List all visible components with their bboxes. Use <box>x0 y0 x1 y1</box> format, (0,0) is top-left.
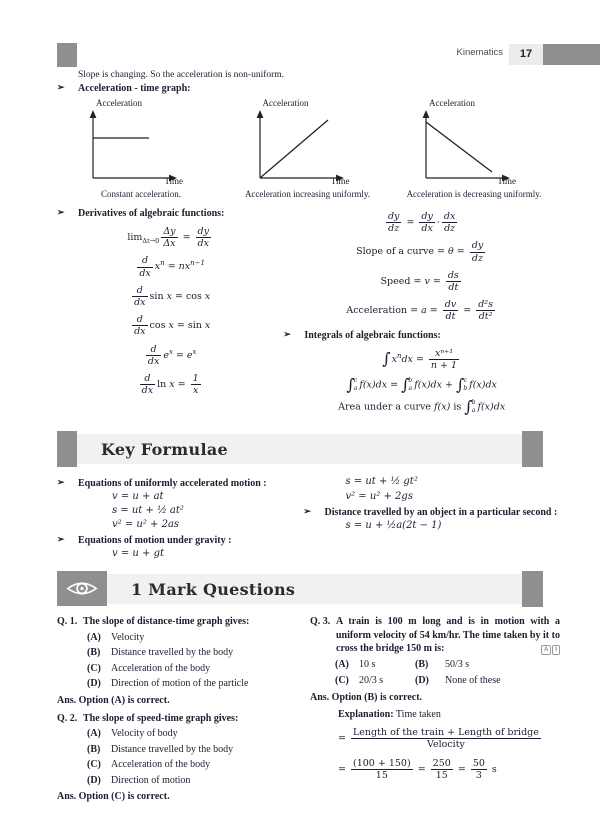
chain-rule-formula: $\frac{dy}{dz}$ = $\frac{dy}{dx}$ · $\frac{dx}{dz}$ <box>387 211 456 235</box>
arrow-bullet: ➢ <box>57 207 65 217</box>
page-header <box>0 43 600 67</box>
exp-derivative-formula: $\frac{d}{dx}$ $e^x = e^x$ <box>147 343 197 367</box>
option-row <box>87 678 300 691</box>
option-key: (A) <box>87 631 101 643</box>
area-under-curve-formula: Area under a curve f(x) is ∫ b a f(x)dx <box>338 397 506 417</box>
option-text: Acceleration of the body <box>111 759 211 771</box>
option-text: 20/3 s <box>359 675 384 687</box>
integrals-column <box>283 205 560 421</box>
question-text: The slope of distance-time graph gives: <box>83 616 250 628</box>
ai-badge-letter: A <box>541 645 551 655</box>
formula-line: v = u + gt <box>112 548 164 560</box>
uniform-accel-heading: Equations of uniformly accelerated motion : <box>78 478 267 490</box>
key-formulae-bar <box>57 431 543 467</box>
explanation-line <box>338 708 560 721</box>
option-text: None of these <box>445 675 501 687</box>
arrow-bullet: ➢ <box>57 477 65 488</box>
time-taken-formula: = $\frac{\text{Length of the train + Length of bridge}}{\text{Velocity}}$ <box>338 726 539 750</box>
bar-right-decoration <box>522 571 543 607</box>
option-grid <box>335 659 560 688</box>
gravity-heading: Equations of motion under gravity : <box>78 535 232 547</box>
bar-fill <box>77 434 522 464</box>
y-axis-label: Acceleration <box>429 98 475 108</box>
question-label: Q. 3. <box>310 616 331 628</box>
eye-icon-box <box>57 571 107 606</box>
explanation-text: Time taken <box>395 708 441 720</box>
formula-line: s = u + ½a(2t − 1) <box>345 520 442 532</box>
power-rule-formula: $\frac{d}{dx}$ $x^n = nx^{n-1}$ <box>139 255 205 279</box>
graphs-row <box>57 95 560 199</box>
option-row <box>87 632 300 645</box>
bar-fill <box>107 574 522 604</box>
formula-line: v = u + at <box>112 491 164 503</box>
option-text: Direction of motion <box>111 774 191 786</box>
questions-right-column <box>310 615 560 803</box>
corner-decoration <box>57 43 77 67</box>
option-key: (D) <box>87 678 101 690</box>
ai-badge <box>541 645 560 655</box>
answer-line: Ans. Option (B) is correct. <box>310 691 423 703</box>
cos-derivative-formula: $\frac{d}{dx}$ cos x = sin x <box>134 314 211 338</box>
x-axis-label: Time <box>330 176 350 186</box>
option-text: 50/3 s <box>445 658 470 670</box>
particular-second-heading-row <box>303 506 560 519</box>
question-1 <box>57 615 300 629</box>
option-text: Velocity <box>111 631 145 643</box>
ai-badge-letter: I <box>552 645 560 655</box>
one-mark-questions-bar <box>57 571 543 607</box>
formula-line: s = ut + ½ at² <box>112 505 184 517</box>
question-label: Q. 1. <box>57 616 78 628</box>
x-axis-label: Time <box>497 176 516 186</box>
option-key: (C) <box>87 759 101 771</box>
question-text-body: A train is 100 m long and is in motion with a uniform velocity of 54 km/hr. The time taken by it to cross the bridge 150 m is: <box>336 616 560 655</box>
uniform-accel-heading-row <box>57 477 303 490</box>
option-key: (C) <box>335 675 349 687</box>
option-key: (B) <box>415 658 429 670</box>
derivatives-heading: Derivatives of algebraic functions: <box>78 208 225 219</box>
calculus-section <box>57 205 560 421</box>
y-axis-label: Acceleration <box>96 98 142 108</box>
key-formulae-left <box>57 475 303 561</box>
formula-line: v² = u² + 2gs <box>345 490 413 502</box>
ln-derivative-formula: $\frac{d}{dx}$ ln x = $\frac{1}{x}$ <box>141 373 199 397</box>
one-mark-questions-title: 1 Mark Questions <box>131 579 296 599</box>
power-integral-formula: ∫ $x^ndx$ = $\frac{\text{xⁿ⁺¹}}{n + 1}$ <box>382 347 458 371</box>
option-key: (A) <box>335 658 349 670</box>
sin-derivative-formula: $\frac{d}{dx}$ sin x = cos x <box>134 284 211 309</box>
bar-right-decoration <box>522 431 543 467</box>
time-taken-calculation: = $\frac{(100 + 150)}{15}$ = $\frac{250}{15}$ = $\frac{50}{3}$ s <box>338 757 497 782</box>
slope-of-curve-formula: Slope of a curve = θ = $\frac{dy}{dz}$ <box>356 240 484 264</box>
option-key: (D) <box>87 774 101 786</box>
graph-caption: Constant acceleration. <box>101 189 181 199</box>
eye-icon <box>65 578 99 599</box>
option-text: Velocity of body <box>111 728 178 740</box>
formula-line: v² = u² + 2as <box>112 519 180 531</box>
question-3 <box>310 615 560 656</box>
chapter-title: Kinematics <box>456 47 503 58</box>
integrals-heading-row <box>283 329 560 342</box>
option-key: (B) <box>87 743 101 755</box>
answer-line: Ans. Option (C) is correct. <box>57 791 170 803</box>
header-bar-decoration <box>543 44 600 65</box>
option-row <box>87 647 300 660</box>
questions-left-column <box>57 615 300 803</box>
particular-second-heading: Distance travelled by an object in a particular second : <box>324 507 558 519</box>
option-text: Distance travelled by the body <box>111 743 234 755</box>
option-key: (B) <box>87 647 101 659</box>
arrow-bullet: ➢ <box>283 328 291 339</box>
formula-line: s = ut + ½ gt² <box>345 476 418 488</box>
option-key: (D) <box>415 675 429 687</box>
constant-acceleration-plot <box>71 108 201 184</box>
option-text: Acceleration of the body <box>111 662 211 674</box>
question-text: The slope of speed-time graph gives: <box>83 712 239 724</box>
option-text: Direction of motion of the particle <box>111 678 249 690</box>
option-row <box>87 728 300 741</box>
increasing-acceleration-plot <box>238 108 368 184</box>
arrow-bullet: ➢ <box>57 82 65 92</box>
additivity-integral-formula: ∫ c a f(x)dx = ∫ b a f(x)dx + ∫ c b f(x)dx <box>346 375 497 395</box>
increasing-acceleration-graph <box>238 98 388 199</box>
option-key: (C) <box>87 662 101 674</box>
option-text: Distance travelled by the body <box>111 647 234 659</box>
key-formulae-content <box>57 475 560 561</box>
arrow-bullet: ➢ <box>303 506 312 517</box>
answer-line: Ans. Option (A) is correct. <box>57 694 170 706</box>
arrow-bullet: ➢ <box>57 534 65 545</box>
option-key: (A) <box>87 728 101 740</box>
derivatives-heading-row <box>57 207 283 220</box>
questions-section <box>57 615 560 803</box>
x-axis-label: Time <box>164 176 183 186</box>
speed-formula: Speed = v = $\frac{ds}{dt}$ <box>380 269 459 294</box>
question-label: Q. 2. <box>57 712 78 724</box>
derivatives-column <box>57 205 283 421</box>
option-row <box>87 663 300 676</box>
acceleration-formula: Acceleration = a = $\frac{dv}{dt}$ = $\frac{\text{d²s}}{\text{dt²}}$ <box>346 299 493 323</box>
option-text: 10 s <box>359 658 376 670</box>
intro-line: Slope is changing. So the acceleration is non-uniform. <box>78 70 285 80</box>
question-text <box>336 615 560 656</box>
y-axis-label: Acceleration <box>262 98 309 108</box>
limit-formula: $\lim_{\Delta t\to 0}$ $\frac{\Delta y}{\Delta x}$ = $\frac{dy}{dx}$ <box>127 226 209 250</box>
option-row <box>87 759 300 772</box>
page-number: 17 <box>509 44 543 65</box>
graph-caption: Acceleration is decreasing uniformly. <box>406 189 542 199</box>
gravity-heading-row <box>57 534 303 547</box>
bar-left-decoration <box>57 431 77 467</box>
decreasing-acceleration-graph <box>404 98 554 199</box>
key-formulae-title: Key Formulae <box>101 439 228 459</box>
constant-acceleration-graph <box>71 98 221 199</box>
accel-graph-heading: Acceleration - time graph: <box>78 83 191 94</box>
graph-caption: Acceleration increasing uniformly. <box>244 189 371 199</box>
key-formulae-right <box>303 475 560 561</box>
integrals-heading: Integrals of algebraic functions: <box>304 329 441 341</box>
page-content <box>57 70 560 803</box>
option-row <box>87 775 300 788</box>
explanation-label: Explanation: <box>338 708 394 720</box>
question-2 <box>57 712 300 726</box>
decreasing-acceleration-plot <box>404 108 534 184</box>
option-row <box>87 744 300 757</box>
accel-graph-heading-row <box>57 82 560 95</box>
